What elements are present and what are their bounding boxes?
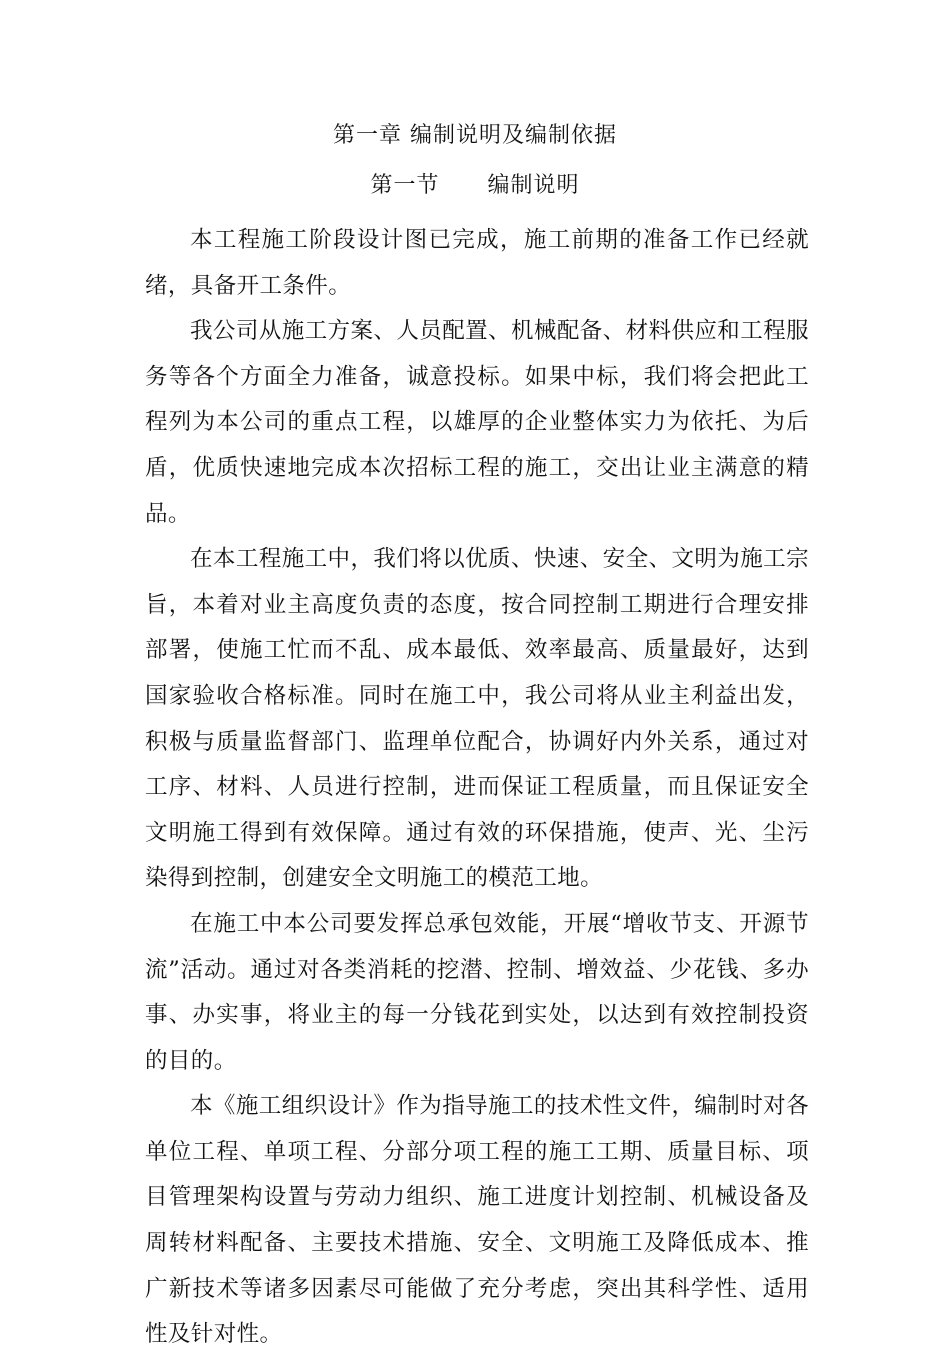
- paragraph-4: 在施工中本公司要发挥总承包效能，开展“增收节支、开源节流”活动。通过对各类消耗的挖潜、控制、增效益、少花钱、多办事、办实事，将业主的每一分钱花到实处，以达到有效控制投资的目的。: [145, 910, 809, 1074]
- section-title: 第一节 编制说明: [370, 173, 580, 198]
- body-text: [145, 218, 809, 1358]
- paragraph-2: 我公司从施工方案、人员配置、机械配备、材料供应和工程服务等各个方面全力准备，诚意投标。如果中标，我们将会把此工程列为本公司的重点工程，以雄厚的企业整体实力为依托、为后盾，优质快速地完成本次招标工程的施工，交出让业主满意的精品。: [145, 318, 809, 527]
- paragraph-3: 在本工程施工中，我们将以优质、快速、安全、文明为施工宗旨，本着对业主高度负责的态度，按合同控制工期进行合理安排部署，使施工忙而不乱、成本最低、效率最高、质量最好，达到国家验收合格标准。同时在施工中，我公司将从业主利益出发，积极与质量监督部门、监理单位配合，协调好内外关系，通过对工序、材料、人员进行控制，进而保证工程质量，而且保证安全文明施工得到有效保障。通过有效的环保措施，使声、光、尘污染得到控制，创建安全文明施工的模范工地。: [145, 546, 809, 892]
- paragraph-5: 本《施工组织设计》作为指导施工的技术性文件，编制时对各单位工程、单项工程、分部分项工程的施工工期、质量目标、项目管理架构设置与劳动力组织、施工进度计划控制、机械设备及周转材料配备、主要技术措施、安全、文明施工及降低成本、推广新技术等诸多因素尽可能做了充分考虑，突出其科学性、适用性及针对性。: [145, 1093, 809, 1348]
- chapter-title: 第一章 编制说明及编制依据: [333, 123, 617, 148]
- paragraph-1: 本工程施工阶段设计图已完成，施工前期的准备工作已经就绪，具备开工条件。: [145, 227, 809, 299]
